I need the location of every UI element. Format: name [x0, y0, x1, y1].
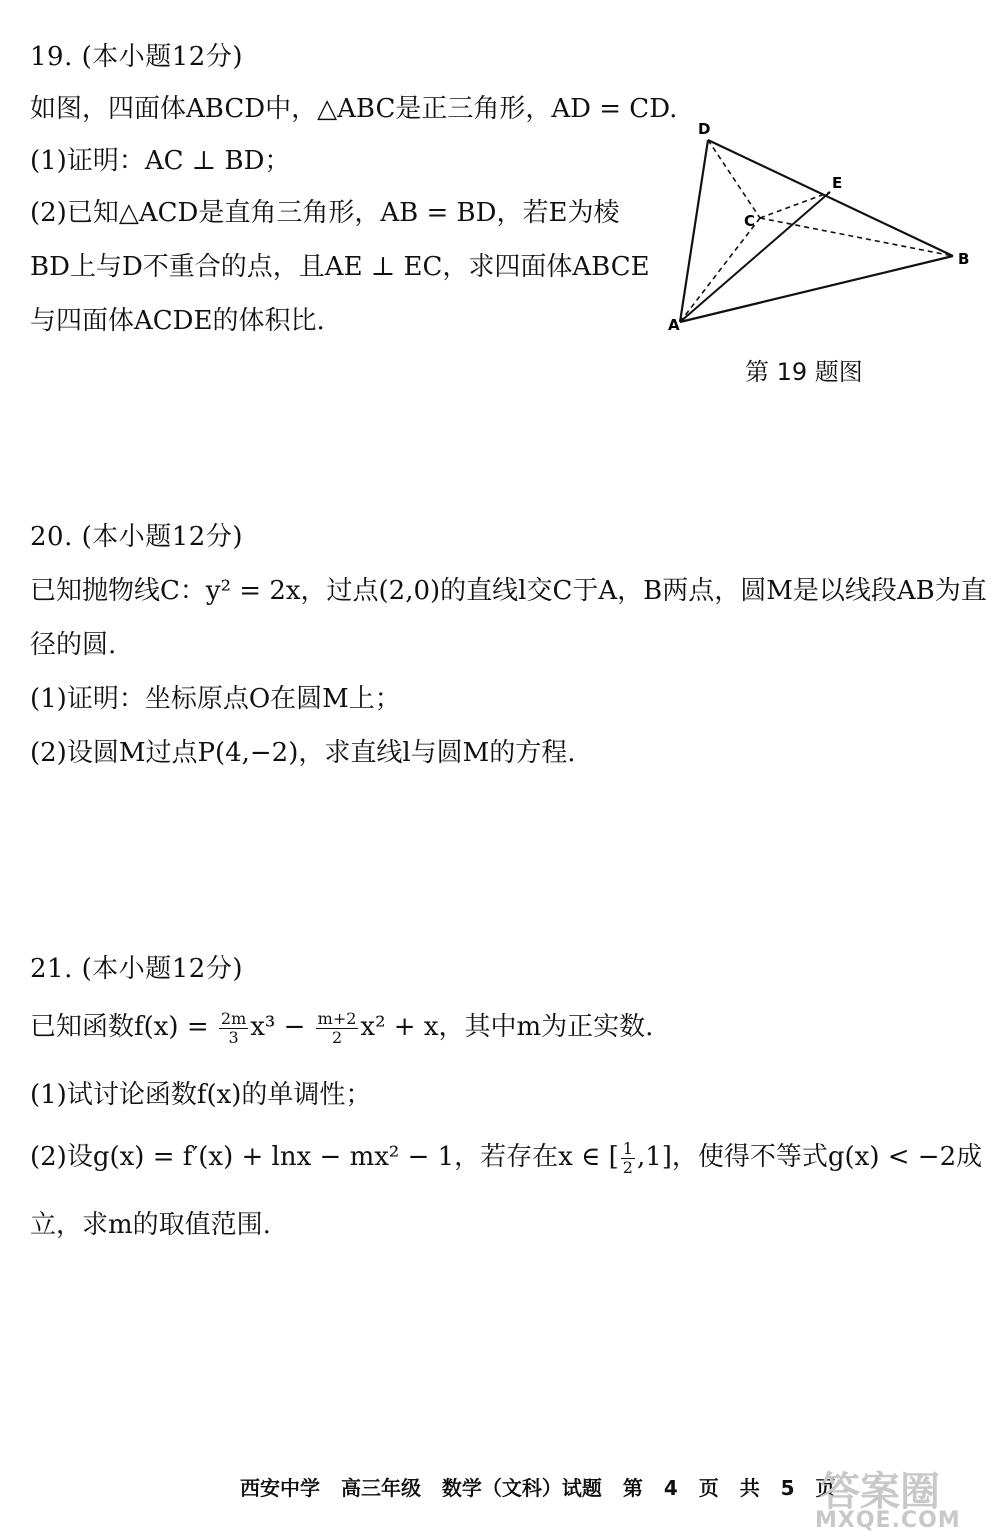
q21-line1: [30, 1006, 653, 1047]
q21-line1-part-b: x³ −: [250, 1012, 314, 1042]
edge-cb: [760, 218, 953, 256]
q21-heading: 21. (本小题12分): [30, 954, 243, 984]
q21-line4: 立，求m的取值范围.: [30, 1210, 271, 1240]
q21-line3-part-a: (2)设g(x) = f′(x) + lnx − mx² − 1，若存在x ∈ [: [30, 1142, 619, 1172]
q20-line4: (2)设圆M过点P(4,−2)，求直线l与圆M的方程.: [30, 738, 576, 768]
frac1-den: 3: [228, 1027, 239, 1047]
frac3-num: 1: [622, 1138, 633, 1158]
q19-line5: 与四面体ACDE的体积比.: [30, 306, 325, 336]
watermark-logo: 答案圈: [820, 1469, 940, 1515]
frac2-num: m+2: [317, 1008, 357, 1028]
frac2-den: 2: [331, 1027, 343, 1047]
q21-line3: [30, 1136, 982, 1177]
q21-line3-part-b: ,1]，使得不等式g(x) < −2成: [636, 1142, 983, 1172]
label-c: C: [744, 212, 756, 230]
edge-ce: [760, 192, 830, 218]
edge-db: [708, 140, 953, 256]
q20-line3: (1)证明：坐标原点O在圆M上；: [30, 684, 401, 714]
q21-line2: (1)试讨论函数f(x)的单调性；: [30, 1080, 372, 1110]
edge-ab: [680, 256, 953, 322]
edge-ad: [680, 140, 708, 322]
q19-line3: (2)已知△ACD是直角三角形，AB = BD，若E为棱: [30, 198, 620, 228]
fraction-1-over-2: [621, 1140, 635, 1177]
fraction-2m-over-3: [219, 1010, 248, 1047]
q20-heading: 20. (本小题12分): [30, 522, 243, 552]
q19-line1: 如图，四面体ABCD中，△ABC是正三角形，AD = CD.: [30, 94, 678, 124]
frac3-den: 2: [622, 1157, 633, 1177]
watermark-url: MXQE.COM: [815, 1508, 961, 1533]
fraction-m-plus-2-over-2: [316, 1010, 359, 1047]
q20-line2: 径的圆.: [30, 630, 117, 660]
q20-line1: 已知抛物线C：y² = 2x，过点(2,0)的直线l交C于A，B两点，圆M是以线段AB为直: [30, 576, 987, 606]
label-a: A: [668, 316, 680, 334]
q19-heading: 19. (本小题12分): [30, 42, 243, 72]
figure-caption: 第 19 题图: [745, 358, 863, 386]
q21-line1-part-c: x² + x，其中m为正实数.: [360, 1012, 654, 1042]
q19-line4: BD上与D不重合的点，且AE ⊥ EC，求四面体ABCE: [30, 252, 650, 282]
q19-line2: (1)证明：AC ⊥ BD；: [30, 146, 291, 176]
page-footer: 西安中学 高三年级 数学（文科）试题 第 4 页 共 5 页: [240, 1476, 836, 1500]
label-e: E: [832, 174, 843, 192]
label-b: B: [958, 250, 970, 268]
frac1-num: 2m: [220, 1008, 247, 1028]
label-d: D: [698, 120, 711, 138]
tetrahedron-figure: [660, 110, 990, 350]
q21-line1-part-a: 已知函数f(x) =: [30, 1012, 217, 1042]
